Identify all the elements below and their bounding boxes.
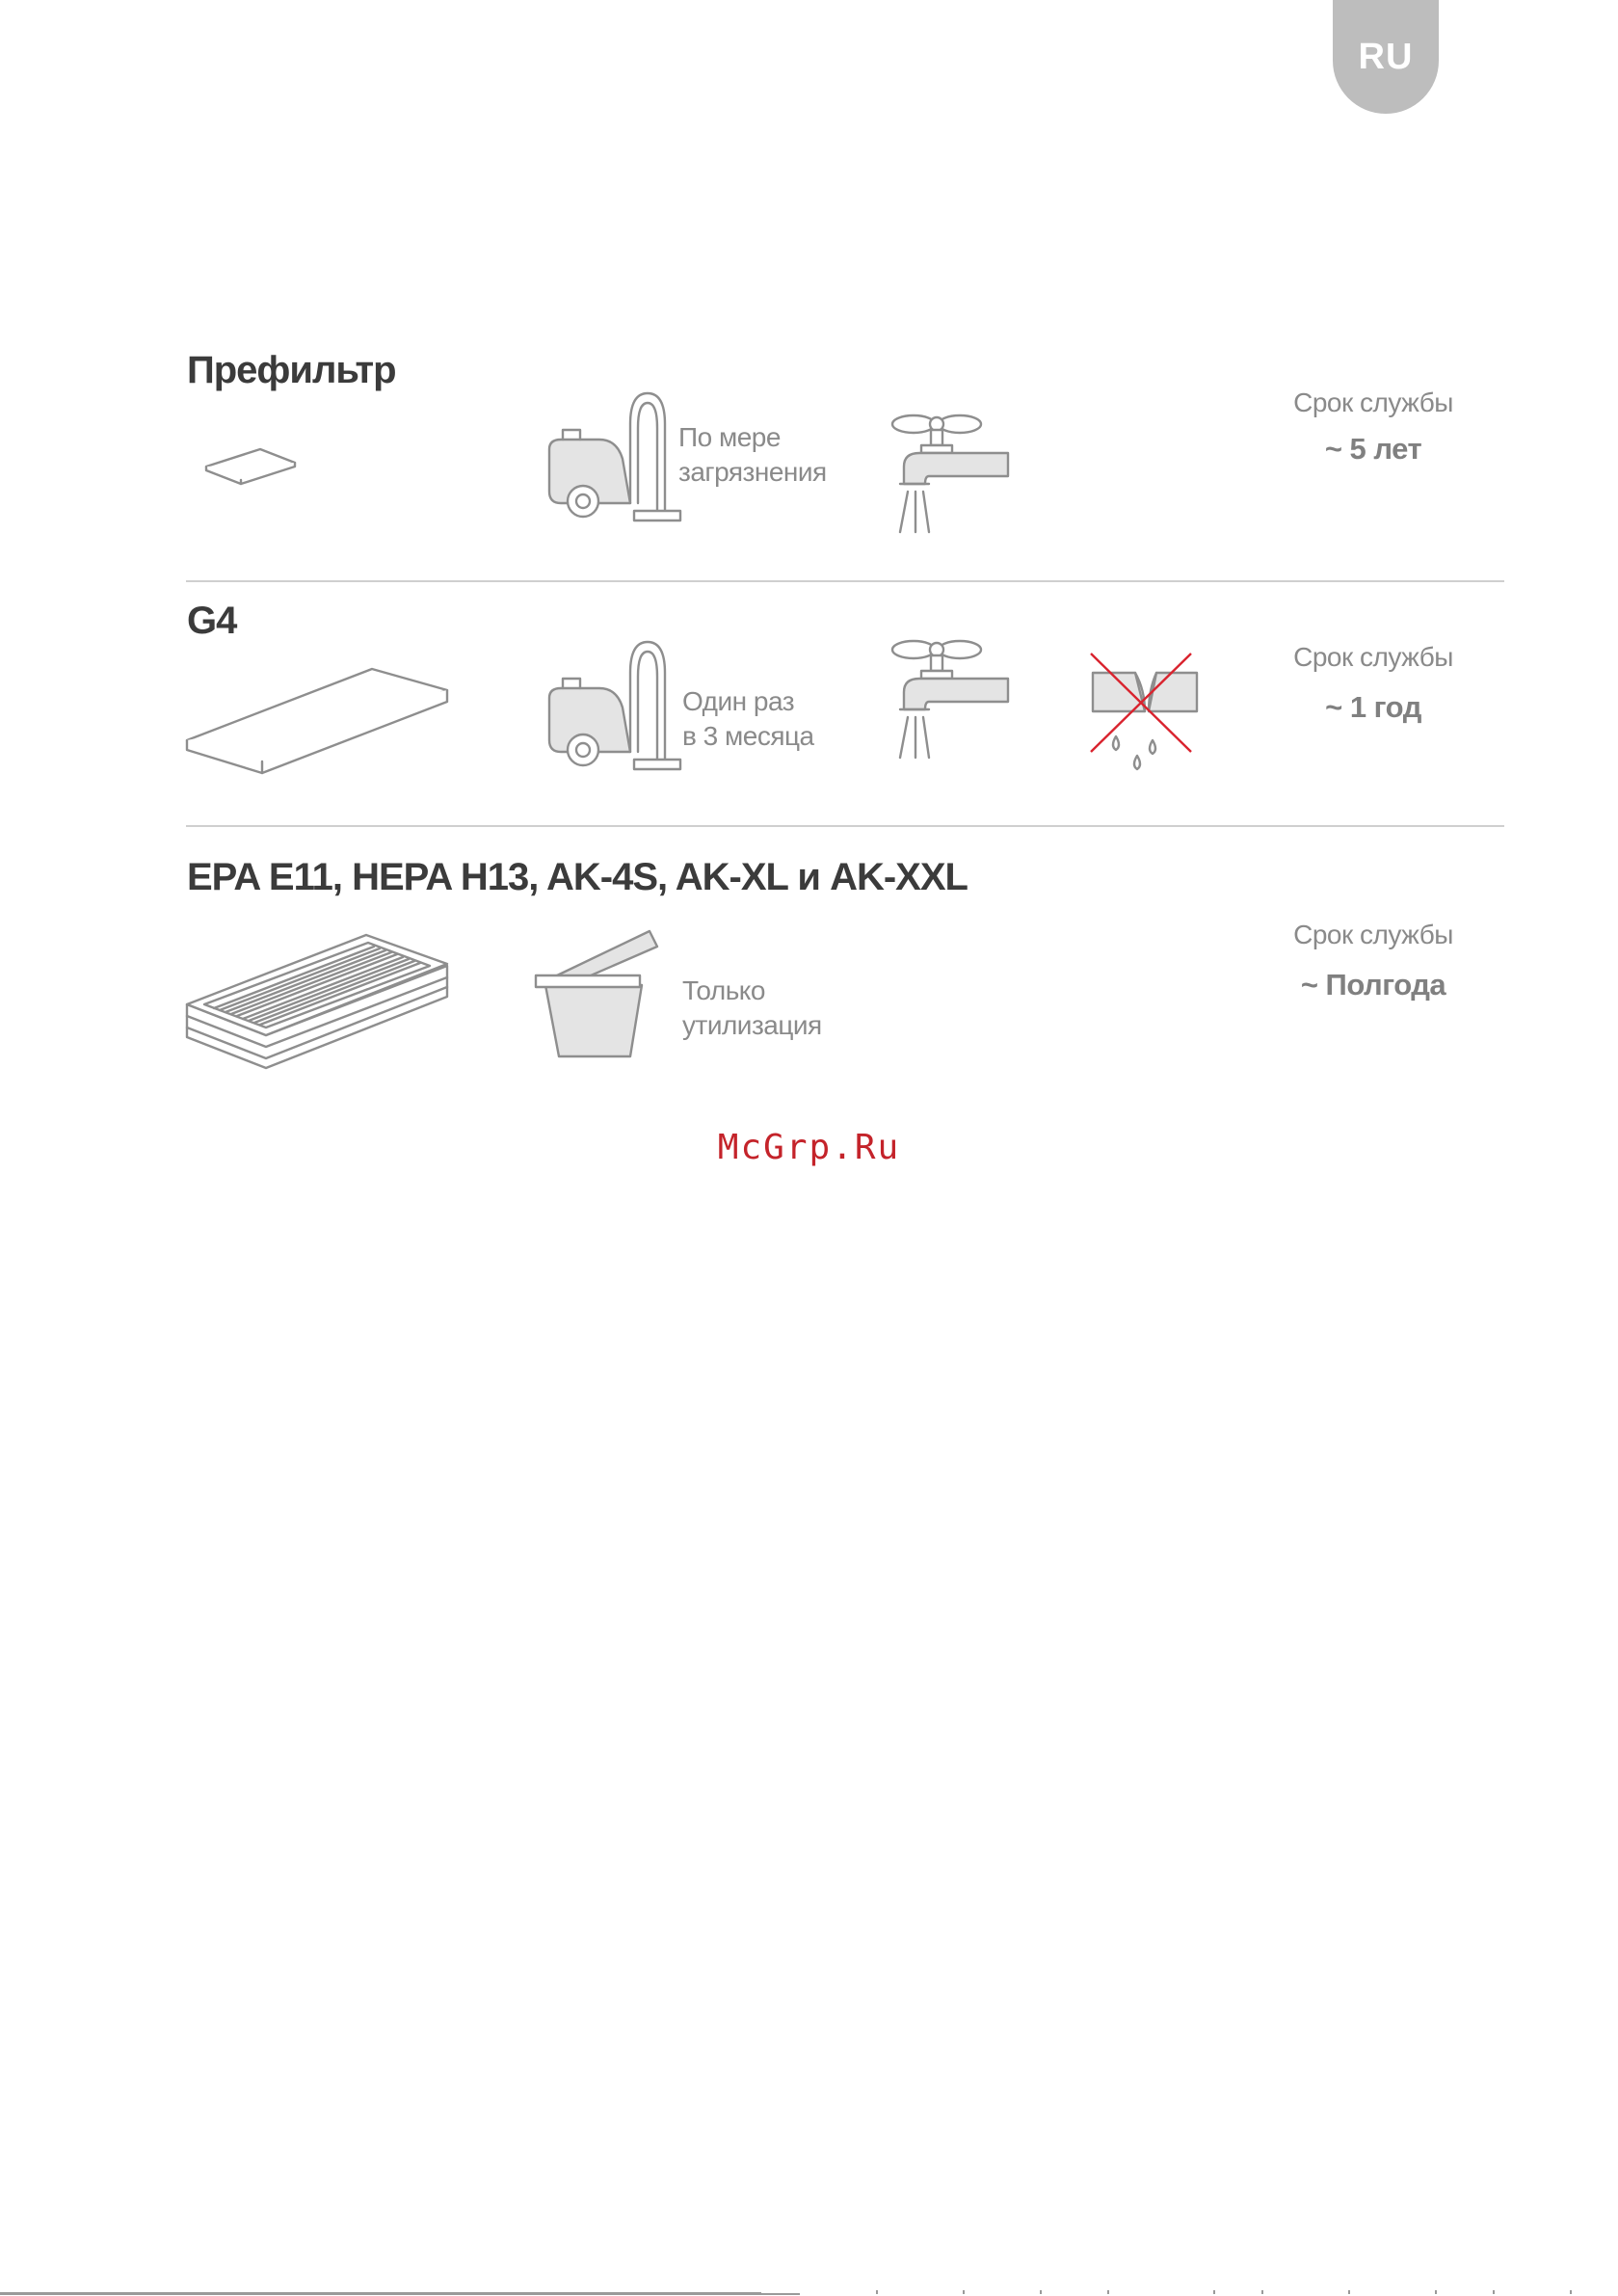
section-divider [186, 825, 1504, 827]
water-tap-icon [887, 407, 1012, 542]
service-life-value: ~ Полгода [1300, 968, 1446, 1001]
vacuum-cleaner-icon [542, 389, 686, 524]
bottom-edge-marks [761, 2288, 1580, 2296]
section-title-epa-hepa: EPA E11, HEPA H13, AK-4S, AK-XL и AK-XXL [187, 856, 968, 898]
language-tab: RU [1333, 0, 1439, 114]
care-caption-line1: По мере [678, 422, 781, 452]
watermark: McGrp.Ru [717, 1128, 901, 1167]
trash-bin-icon [530, 925, 665, 1060]
service-life-value: ~ 1 год [1325, 690, 1421, 724]
service-life-label: Срок службы [1293, 920, 1453, 949]
section-title-g4: G4 [187, 600, 237, 642]
care-caption-line2: в 3 месяца [682, 721, 814, 751]
service-life-label: Срок службы [1293, 387, 1453, 417]
care-caption-line2: загрязнения [678, 457, 827, 487]
care-caption-line1: Только [682, 975, 765, 1005]
bottom-edge-rule [0, 2292, 761, 2295]
water-tap-icon [887, 632, 1012, 767]
service-life-label: Срок службы [1293, 642, 1453, 672]
section-title-prefilter: Префильтр [187, 349, 396, 391]
thin-prefilter-pad-icon [202, 445, 299, 489]
vacuum-cleaner-icon [542, 638, 686, 773]
section-divider [186, 580, 1504, 582]
care-caption-line1: Один раз [682, 686, 795, 716]
no-wringing-icon [1089, 652, 1214, 775]
pleated-hepa-filter-stack-icon [183, 927, 453, 1072]
care-caption-line2: утилизация [682, 1010, 822, 1040]
flat-filter-panel-icon [183, 665, 453, 776]
service-life-value: ~ 5 лет [1324, 432, 1422, 466]
